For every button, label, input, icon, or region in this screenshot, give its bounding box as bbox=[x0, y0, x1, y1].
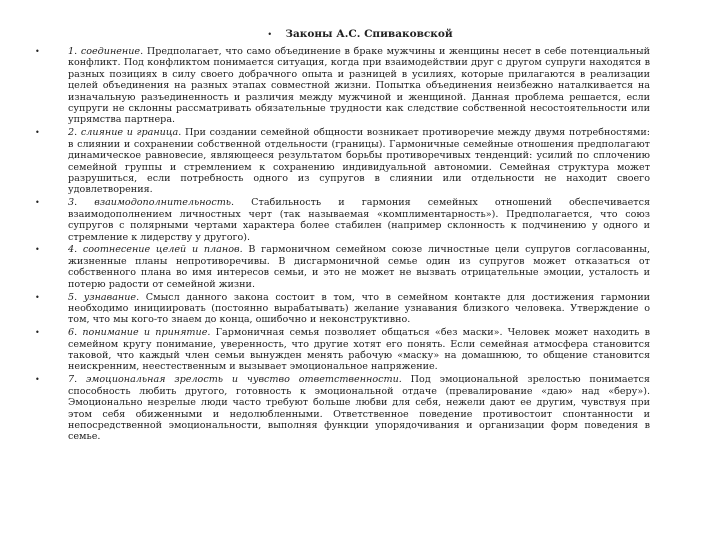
slide-title-row bbox=[0, 28, 720, 41]
law-text: Стабильность и гармония семейных отношений обеспечивается взаимодополнением личностных черт (так называемая «комплиментарность»). Предполагается, что союз супругов с полярными чертами характера более стабилен (например склонность к подчинению у одного и стремление к лидерству у другого). bbox=[68, 197, 651, 243]
law-text: Гармоничная семья позволяет общаться «без маски». Человек может находить в семейном кругу понимание, уверенность, что другие хотят его понять. Если семейная атмосфера становится таковой, что каждый член семьи вынужден менять рабочую «маску» на домашнюю, то общение становится неискренним, неестественным и вызывает эмоциональное напряжение. bbox=[68, 327, 650, 373]
law-name: 4. соотнесение целей и планов. bbox=[68, 244, 243, 256]
law-item-7 bbox=[35, 374, 650, 443]
bullet: • bbox=[35, 292, 40, 302]
law-name: 3. взаимодополнительность. bbox=[68, 197, 235, 209]
title-bullet: • bbox=[267, 30, 273, 39]
bullet: • bbox=[35, 375, 40, 385]
bullet: • bbox=[35, 328, 40, 338]
bullet: • bbox=[35, 245, 40, 255]
law-name: 5. узнавание. bbox=[68, 291, 140, 303]
law-name: 6. понимание и принятие. bbox=[68, 327, 211, 339]
law-item-4 bbox=[35, 244, 650, 290]
law-item-1 bbox=[35, 46, 651, 126]
bullet: • bbox=[35, 47, 40, 56]
law-name: 1. соединение. bbox=[68, 46, 144, 57]
law-text: При создании семейной общности возникает противоречие между двумя потребностями: в слиянии и сохранении собственной отдельности (границы). Гармоничные семейные отношения предполагают динамическое равновесие, являющееся результатом борьбы противоречивых тенденций: усилий по сплочению семейной группы и стремлением к сохранению индивидуальной автономии. Семейная структура может разрушиться, если потребность одного из супругов в слиянии или отдельности не находит своего удовлетворения. bbox=[68, 127, 650, 196]
law-item-6 bbox=[35, 327, 650, 373]
law-name: 2. слияние и граница. bbox=[68, 127, 182, 139]
law-item-2 bbox=[35, 127, 650, 196]
bullet: • bbox=[35, 128, 40, 138]
laws-list bbox=[35, 46, 651, 444]
law-text: Предполагает, что само объединение в браке мужчины и женщины несет в себе потенциальный конфликт. Под конфликтом понимается ситуация, когда при взаимодействии друг с другом супруги находятся в разных позициях в силу своего добрачного опыта и разницей в усилиях, которые прилагаются в реализации целей объединения на разных этапах совместной жизни. Попытка объединения неизбежно наталкивается на изначальную разъединенность и различия между мужчиной и женщиной. Данная проблема решается, если супруги не склонны рассматривать обязательные трудности как следствие собственной несостоятельности или упрямства партнера. bbox=[68, 46, 651, 126]
bullet: • bbox=[35, 198, 40, 208]
slide-title: Законы А.С. Спиваковской bbox=[285, 28, 453, 40]
law-name: 7. эмоциональная зрелость и чувство ответственности. bbox=[68, 374, 402, 386]
law-text: В гармоничном семейном союзе личностные цели супругов согласованны, жизненные планы непротиворечивы. В дисгармоничной семье один из супругов может отказаться от собственного плана во имя интересов семьи, и это не может не вызвать отрицательные эмоции, усталость и потерю радости от семейной жизни. bbox=[68, 244, 650, 290]
law-text: Под эмоциональной зрелостью понимается способность любить другого, готовность к эмоциональной отдаче (превалирование «даю» над «беру»). Эмоционально незрелые люди часто требуют больше любви для себя, нежели дают ее другим, чувствуя при этом себя обиженными и недолюбленными. Ответственное поведение противостоит спонтанности и непосредственной эмоциональности, выполняя функции упорядочивания и организации форм поведения в семье. bbox=[68, 374, 650, 443]
law-item-5 bbox=[35, 291, 650, 326]
law-item-3 bbox=[35, 197, 651, 243]
law-text: Смысл данного закона состоит в том, что в семейном контакте для достижения гармонии необходимо инициировать (постоянно вырабатывать) желание узнавания близкого человека. Утверждение о том, что мы кого-то знаем до конца, ошибочно и неконструктивно. bbox=[68, 291, 650, 326]
